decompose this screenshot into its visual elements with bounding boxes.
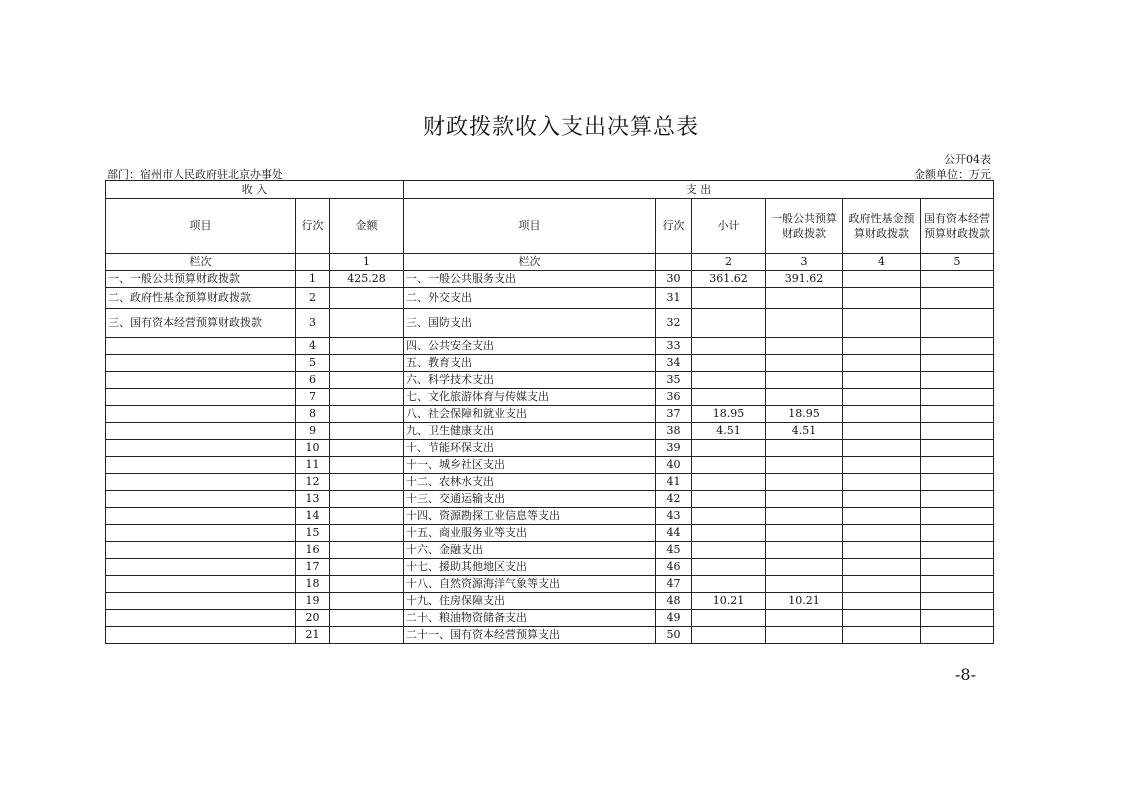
expense-line-cell: 49 <box>656 610 692 627</box>
state-capital-cell <box>921 576 994 593</box>
income-line-cell: 11 <box>296 457 330 474</box>
column-index-row <box>106 254 994 271</box>
state-capital-cell <box>921 440 994 457</box>
page-number: -8- <box>955 665 976 684</box>
table-row <box>106 440 994 457</box>
income-item-cell <box>106 593 296 610</box>
income-line-cell: 10 <box>296 440 330 457</box>
income-amount-cell <box>330 627 404 644</box>
subtotal-cell <box>692 457 766 474</box>
general-budget-cell <box>766 288 843 309</box>
expense-line-cell: 32 <box>656 309 692 338</box>
income-item-cell: 一、一般公共预算财政拨款 <box>106 271 296 288</box>
subtotal-cell <box>692 508 766 525</box>
state-capital-cell <box>921 309 994 338</box>
table-row <box>106 576 994 593</box>
general-budget-cell <box>766 338 843 355</box>
gov-fund-cell <box>843 457 921 474</box>
general-budget-cell: 4.51 <box>766 423 843 440</box>
income-amount-cell <box>330 355 404 372</box>
state-capital-cell <box>921 627 994 644</box>
expense-item-cell: 十三、交通运输支出 <box>404 491 656 508</box>
subtotal-cell <box>692 627 766 644</box>
expense-line-cell: 39 <box>656 440 692 457</box>
state-capital-cell <box>921 593 994 610</box>
general-budget-cell: 391.62 <box>766 271 843 288</box>
gov-fund-cell <box>843 593 921 610</box>
state-capital-cell <box>921 372 994 389</box>
state-capital-cell <box>921 406 994 423</box>
expense-item-cell: 十四、资源勘探工业信息等支出 <box>404 508 656 525</box>
expense-item-cell: 十、节能环保支出 <box>404 440 656 457</box>
income-line-cell: 5 <box>296 355 330 372</box>
income-section-header: 收 入 <box>106 181 404 199</box>
subtotal-cell <box>692 576 766 593</box>
gov-fund-cell <box>843 474 921 491</box>
subtotal-cell <box>692 610 766 627</box>
subtotal-cell: 361.62 <box>692 271 766 288</box>
income-amount-cell <box>330 288 404 309</box>
income-item-cell <box>106 372 296 389</box>
state-capital-cell <box>921 508 994 525</box>
expense-line-cell: 38 <box>656 423 692 440</box>
table-row <box>106 491 994 508</box>
income-amount-cell <box>330 389 404 406</box>
expense-line-cell: 45 <box>656 542 692 559</box>
income-amount-cell <box>330 423 404 440</box>
column-header-row <box>106 199 994 254</box>
expense-item-cell: 六、科学技术支出 <box>404 372 656 389</box>
income-line-cell: 7 <box>296 389 330 406</box>
income-item-cell <box>106 338 296 355</box>
table-row <box>106 593 994 610</box>
income-line-cell: 6 <box>296 372 330 389</box>
income-item-cell: 二、政府性基金预算财政拨款 <box>106 288 296 309</box>
section-header-row <box>106 181 994 199</box>
income-item-cell <box>106 389 296 406</box>
income-amount-cell <box>330 576 404 593</box>
income-line-cell: 16 <box>296 542 330 559</box>
subtotal-cell: 10.21 <box>692 593 766 610</box>
subtotal-cell <box>692 491 766 508</box>
general-budget-cell <box>766 309 843 338</box>
gov-fund-cell <box>843 309 921 338</box>
unit-label: 金额单位：万元 <box>914 168 991 181</box>
gov-fund-cell <box>843 508 921 525</box>
gov-fund-cell <box>843 525 921 542</box>
table-row <box>106 457 994 474</box>
expense-item-cell: 九、卫生健康支出 <box>404 423 656 440</box>
expense-line-cell: 31 <box>656 288 692 309</box>
income-amount-cell <box>330 338 404 355</box>
table-row <box>106 406 994 423</box>
income-amount-cell <box>330 525 404 542</box>
table-row <box>106 559 994 576</box>
table-row <box>106 355 994 372</box>
expense-line-cell: 40 <box>656 457 692 474</box>
expense-item-cell: 五、教育支出 <box>404 355 656 372</box>
header-subtotal: 小计 <box>692 199 766 254</box>
expense-line-cell: 33 <box>656 338 692 355</box>
expense-item-cell: 十六、金融支出 <box>404 542 656 559</box>
general-budget-cell: 18.95 <box>766 406 843 423</box>
income-item-cell <box>106 627 296 644</box>
header-income-item: 项目 <box>106 199 296 254</box>
expense-item-cell: 八、社会保障和就业支出 <box>404 406 656 423</box>
general-budget-cell <box>766 576 843 593</box>
income-amount-cell <box>330 559 404 576</box>
income-amount-cell <box>330 508 404 525</box>
income-line-cell: 13 <box>296 491 330 508</box>
expense-line-cell: 36 <box>656 389 692 406</box>
expense-item-cell: 十二、农林水支出 <box>404 474 656 491</box>
gov-fund-cell <box>843 423 921 440</box>
income-amount-cell: 425.28 <box>330 271 404 288</box>
col-index-4: 4 <box>843 254 921 271</box>
col-index-3: 3 <box>766 254 843 271</box>
income-line-cell: 2 <box>296 288 330 309</box>
gov-fund-cell <box>843 355 921 372</box>
gov-fund-cell <box>843 440 921 457</box>
col-index-2: 2 <box>692 254 766 271</box>
table-row <box>106 288 994 309</box>
subtotal-cell <box>692 355 766 372</box>
header-income-line: 行次 <box>296 199 330 254</box>
expense-item-cell: 三、国防支出 <box>404 309 656 338</box>
state-capital-cell <box>921 525 994 542</box>
income-item-cell <box>106 559 296 576</box>
expense-line-cell: 41 <box>656 474 692 491</box>
income-item-cell <box>106 440 296 457</box>
income-amount-cell <box>330 593 404 610</box>
expense-item-cell: 十八、自然资源海洋气象等支出 <box>404 576 656 593</box>
expense-line-cell: 34 <box>656 355 692 372</box>
income-line-cell: 15 <box>296 525 330 542</box>
subtotal-cell <box>692 542 766 559</box>
expense-line-cell: 35 <box>656 372 692 389</box>
general-budget-cell <box>766 355 843 372</box>
income-line-cell: 19 <box>296 593 330 610</box>
income-item-cell <box>106 525 296 542</box>
gov-fund-cell <box>843 491 921 508</box>
header-expense-item: 项目 <box>404 199 656 254</box>
general-budget-cell <box>766 440 843 457</box>
state-capital-cell <box>921 491 994 508</box>
general-budget-cell <box>766 627 843 644</box>
state-capital-cell <box>921 474 994 491</box>
income-amount-cell <box>330 457 404 474</box>
gov-fund-cell <box>843 559 921 576</box>
gov-fund-cell <box>843 288 921 309</box>
general-budget-cell <box>766 389 843 406</box>
income-line-cell: 9 <box>296 423 330 440</box>
header-gov-fund: 政府性基金预算财政拨款 <box>843 199 921 254</box>
income-line-cell: 21 <box>296 627 330 644</box>
table-row <box>106 610 994 627</box>
expense-item-cell: 十一、城乡社区支出 <box>404 457 656 474</box>
subtotal-cell <box>692 440 766 457</box>
income-item-cell: 三、国有资本经营预算财政拨款 <box>106 309 296 338</box>
general-budget-cell <box>766 508 843 525</box>
income-item-cell <box>106 457 296 474</box>
expense-section-header: 支 出 <box>404 181 994 199</box>
expense-line-cell: 47 <box>656 576 692 593</box>
page-title: 财政拨款收入支出决算总表 <box>422 115 699 140</box>
general-budget-cell <box>766 457 843 474</box>
col-index-empty <box>296 254 330 271</box>
header-expense-line: 行次 <box>656 199 692 254</box>
income-item-cell <box>106 491 296 508</box>
general-budget-cell <box>766 474 843 491</box>
income-item-cell <box>106 542 296 559</box>
subtotal-cell <box>692 309 766 338</box>
state-capital-cell <box>921 559 994 576</box>
table-row <box>106 627 994 644</box>
form-code: 公开04表 <box>944 153 991 166</box>
general-budget-cell <box>766 372 843 389</box>
income-amount-cell <box>330 372 404 389</box>
subtotal-cell <box>692 474 766 491</box>
table-row <box>106 389 994 406</box>
department-label: 部门：宿州市人民政府驻北京办事处 <box>107 168 283 181</box>
gov-fund-cell <box>843 406 921 423</box>
state-capital-cell <box>921 338 994 355</box>
state-capital-cell <box>921 457 994 474</box>
col-index-label-right: 栏次 <box>404 254 656 271</box>
income-line-cell: 17 <box>296 559 330 576</box>
income-amount-cell <box>330 440 404 457</box>
expense-line-cell: 44 <box>656 525 692 542</box>
state-capital-cell <box>921 389 994 406</box>
income-amount-cell <box>330 474 404 491</box>
header-general-budget: 一般公共预算财政拨款 <box>766 199 843 254</box>
table-row <box>106 309 994 338</box>
subtotal-cell <box>692 559 766 576</box>
gov-fund-cell <box>843 271 921 288</box>
subtotal-cell <box>692 338 766 355</box>
state-capital-cell <box>921 288 994 309</box>
state-capital-cell <box>921 423 994 440</box>
general-budget-cell <box>766 525 843 542</box>
subtotal-cell <box>692 288 766 309</box>
table-row <box>106 423 994 440</box>
income-item-cell <box>106 474 296 491</box>
subtotal-cell <box>692 389 766 406</box>
gov-fund-cell <box>843 389 921 406</box>
expense-line-cell: 48 <box>656 593 692 610</box>
gov-fund-cell <box>843 627 921 644</box>
income-amount-cell <box>330 309 404 338</box>
income-amount-cell <box>330 406 404 423</box>
general-budget-cell <box>766 491 843 508</box>
income-line-cell: 8 <box>296 406 330 423</box>
gov-fund-cell <box>843 610 921 627</box>
gov-fund-cell <box>843 372 921 389</box>
table-row <box>106 525 994 542</box>
expense-line-cell: 50 <box>656 627 692 644</box>
expense-line-cell: 42 <box>656 491 692 508</box>
state-capital-cell <box>921 610 994 627</box>
income-amount-cell <box>330 491 404 508</box>
budget-table <box>105 180 994 644</box>
income-amount-cell <box>330 610 404 627</box>
col-index-1: 1 <box>330 254 404 271</box>
expense-line-cell: 46 <box>656 559 692 576</box>
general-budget-cell <box>766 542 843 559</box>
col-index-label-left: 栏次 <box>106 254 296 271</box>
gov-fund-cell <box>843 542 921 559</box>
income-line-cell: 1 <box>296 271 330 288</box>
expense-item-cell: 十九、住房保障支出 <box>404 593 656 610</box>
income-item-cell <box>106 610 296 627</box>
income-item-cell <box>106 355 296 372</box>
expense-item-cell: 七、文化旅游体育与传媒支出 <box>404 389 656 406</box>
subtotal-cell <box>692 372 766 389</box>
table-row <box>106 271 994 288</box>
income-item-cell <box>106 576 296 593</box>
general-budget-cell <box>766 559 843 576</box>
income-line-cell: 18 <box>296 576 330 593</box>
general-budget-cell <box>766 610 843 627</box>
expense-line-cell: 37 <box>656 406 692 423</box>
expense-item-cell: 四、公共安全支出 <box>404 338 656 355</box>
state-capital-cell <box>921 271 994 288</box>
expense-item-cell: 二十一、国有资本经营预算支出 <box>404 627 656 644</box>
income-line-cell: 20 <box>296 610 330 627</box>
state-capital-cell <box>921 355 994 372</box>
subtotal-cell: 18.95 <box>692 406 766 423</box>
expense-item-cell: 十七、援助其他地区支出 <box>404 559 656 576</box>
gov-fund-cell <box>843 338 921 355</box>
gov-fund-cell <box>843 576 921 593</box>
income-line-cell: 14 <box>296 508 330 525</box>
subtotal-cell: 4.51 <box>692 423 766 440</box>
table-row <box>106 508 994 525</box>
expense-item-cell: 一、一般公共服务支出 <box>404 271 656 288</box>
income-line-cell: 3 <box>296 309 330 338</box>
expense-item-cell: 二十、粮油物资储备支出 <box>404 610 656 627</box>
expense-line-cell: 30 <box>656 271 692 288</box>
income-amount-cell <box>330 542 404 559</box>
table-row <box>106 542 994 559</box>
header-amount: 金额 <box>330 199 404 254</box>
income-item-cell <box>106 406 296 423</box>
subtotal-cell <box>692 525 766 542</box>
general-budget-cell: 10.21 <box>766 593 843 610</box>
income-line-cell: 12 <box>296 474 330 491</box>
col-index-5: 5 <box>921 254 994 271</box>
income-item-cell <box>106 508 296 525</box>
header-state-capital: 国有资本经营预算财政拨款 <box>921 199 994 254</box>
income-line-cell: 4 <box>296 338 330 355</box>
table-row <box>106 474 994 491</box>
state-capital-cell <box>921 542 994 559</box>
table-row <box>106 338 994 355</box>
table-row <box>106 372 994 389</box>
expense-item-cell: 十五、商业服务业等支出 <box>404 525 656 542</box>
expense-line-cell: 43 <box>656 508 692 525</box>
income-item-cell <box>106 423 296 440</box>
expense-item-cell: 二、外交支出 <box>404 288 656 309</box>
col-index-empty <box>656 254 692 271</box>
